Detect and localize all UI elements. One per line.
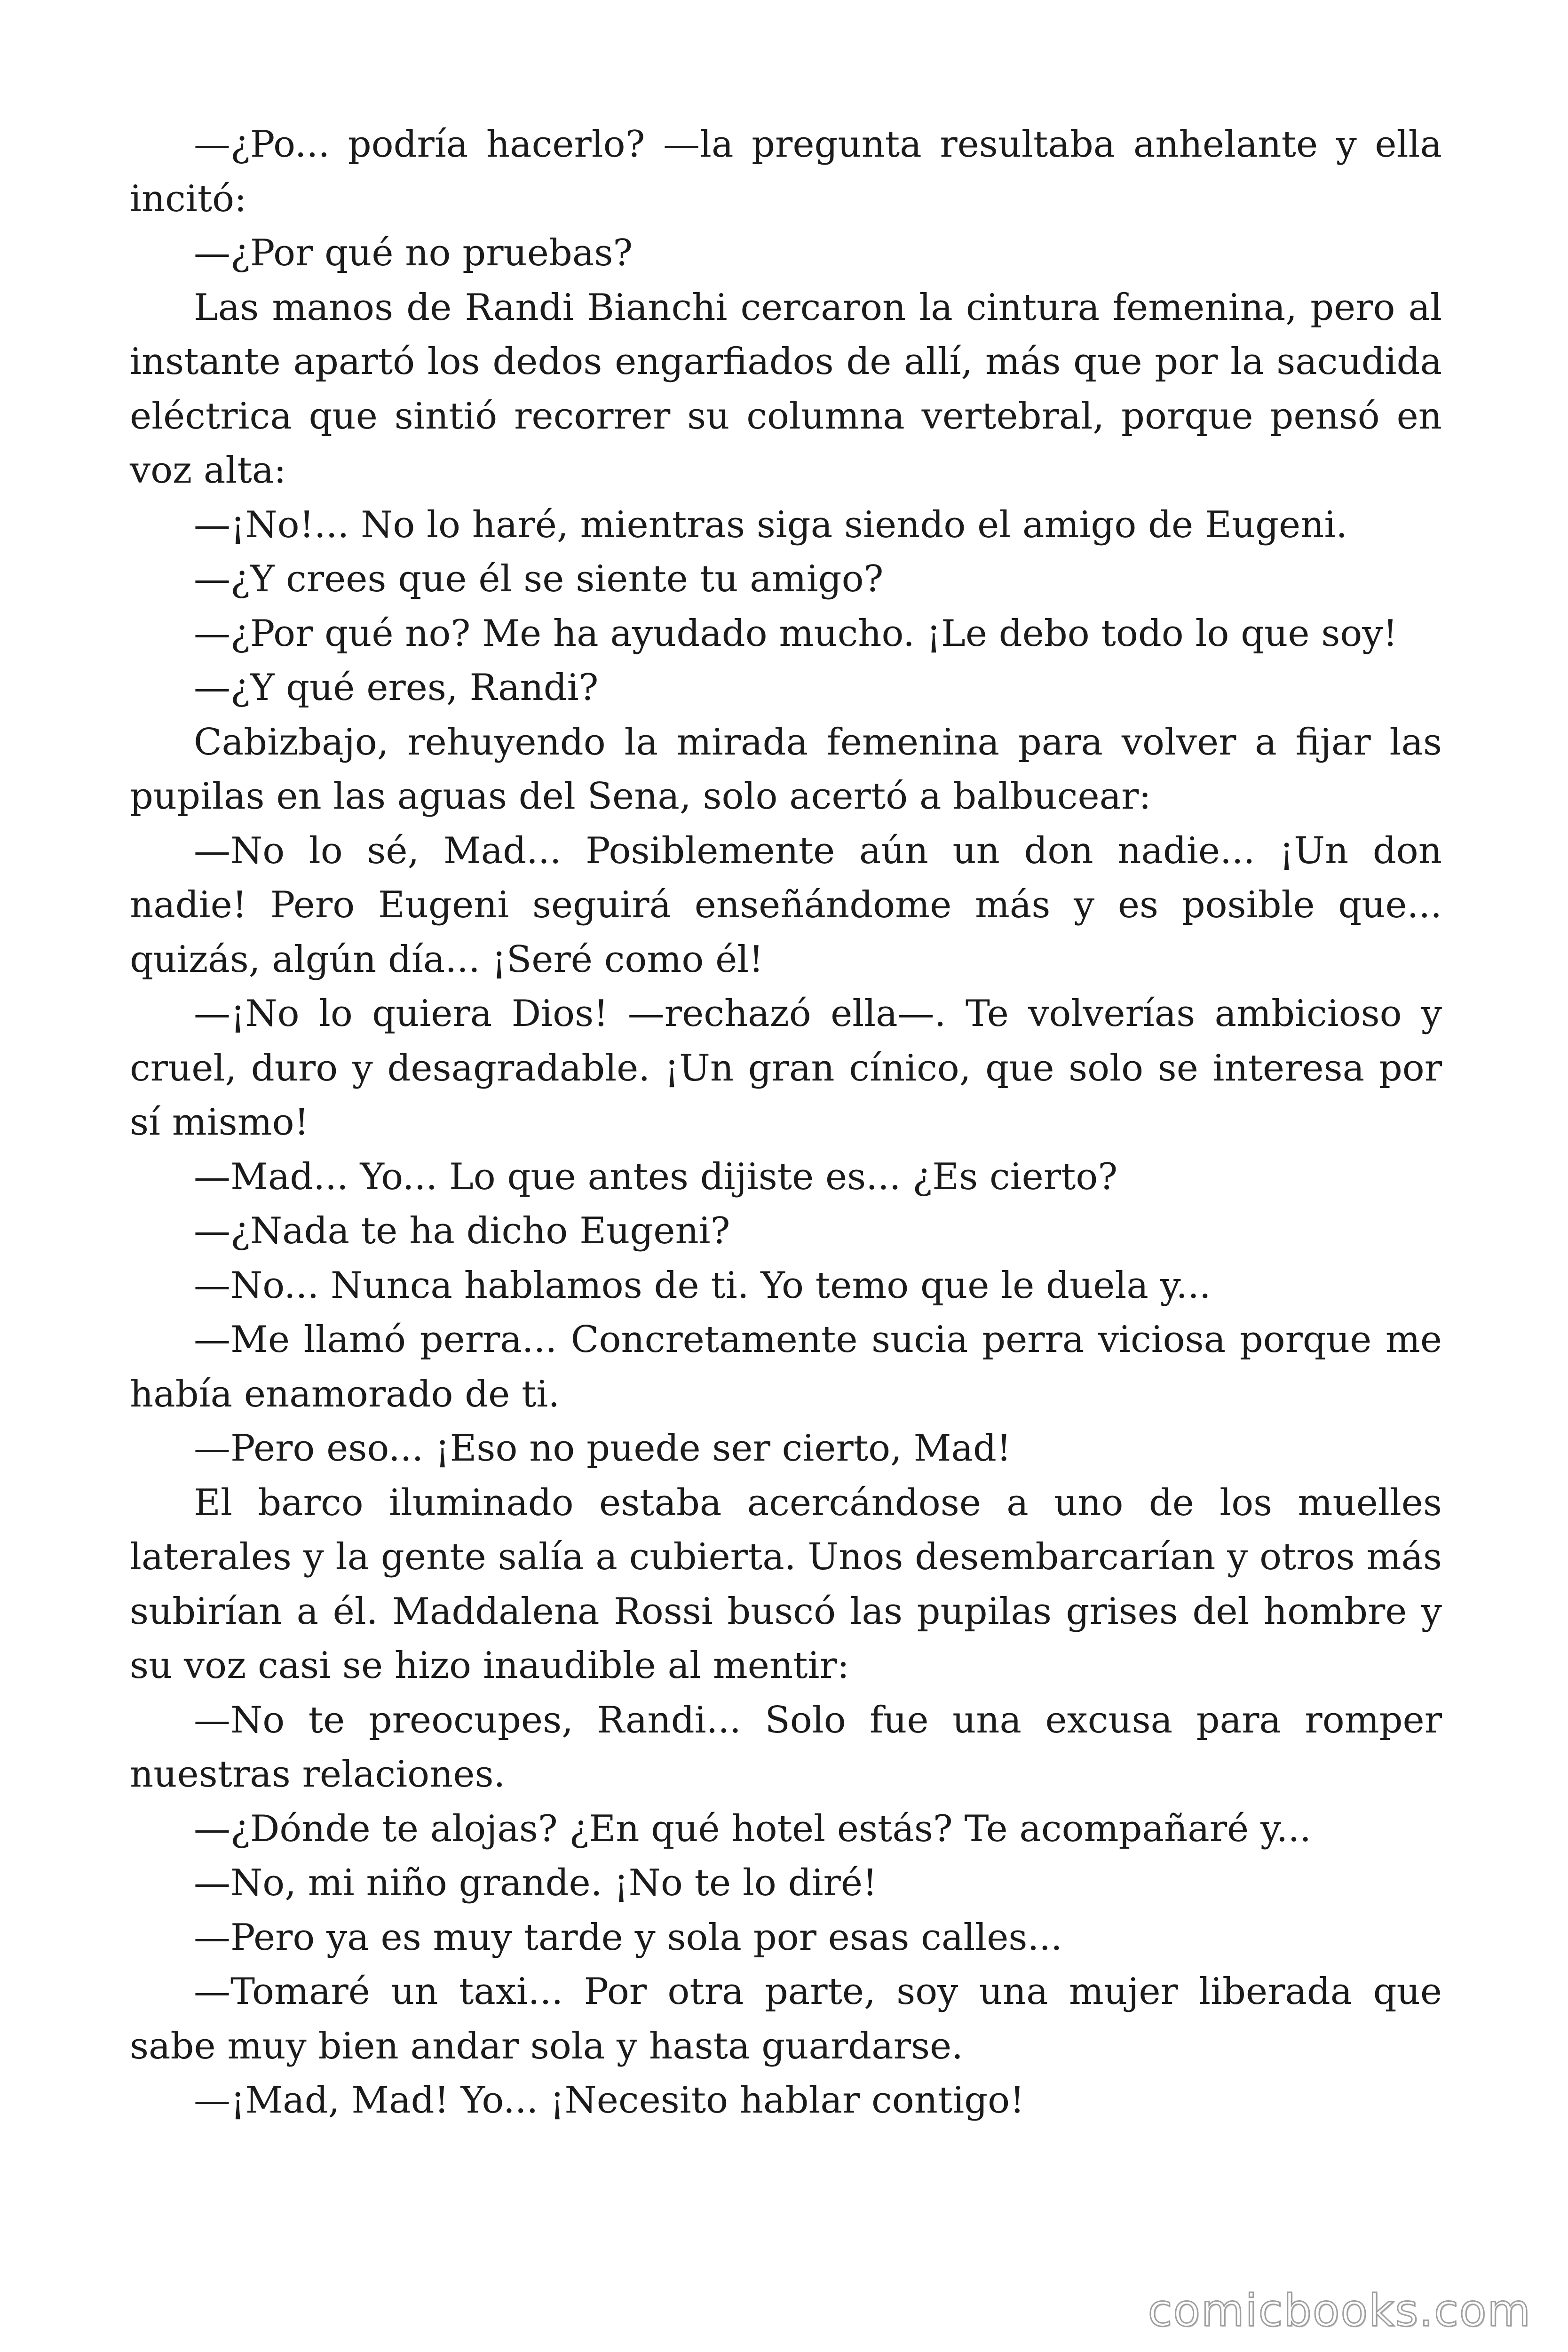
paragraph: —Mad... Yo... Lo que antes dijiste es... ¿Es cierto? xyxy=(194,1155,1118,1198)
paragraph: —Pero eso... ¡Eso no puede ser cierto, Mad! xyxy=(194,1427,1012,1470)
paragraph: —¿Y crees que él se siente tu amigo? xyxy=(194,558,884,600)
paragraph: —¿Dónde te alojas? ¿En qué hotel estás? Te acompañaré y... xyxy=(194,1807,1312,1850)
paragraph: —¡No lo quiera Dios! —rechazó ella—. Te volverías ambicioso y cruel, duro y desagradable. ¡Un gran cínico, que solo se interesa por sí mismo! xyxy=(130,993,1442,1144)
paragraph: —¡Mad, Mad! Yo... ¡Necesito hablar contigo! xyxy=(194,2079,1025,2122)
paragraph: —¡No!... No lo haré, mientras siga siendo el amigo de Eugeni. xyxy=(194,503,1348,546)
paragraph: —Pero ya es muy tarde y sola por esas calles... xyxy=(194,1916,1062,1959)
paragraph: —¿Por qué no pruebas? xyxy=(194,232,633,274)
paragraph: —¿Po... podría hacerlo? —la pregunta resultaba anhelante y ella incitó: xyxy=(130,123,1442,220)
paragraph: —¿Por qué no? Me ha ayudado mucho. ¡Le debo todo lo que soy! xyxy=(194,612,1398,655)
paragraph: —Me llamó perra... Concretamente sucia perra viciosa porque me había enamorado de ti. xyxy=(130,1319,1442,1415)
paragraph: —No lo sé, Mad... Posiblemente aún un don nadie... ¡Un don nadie! Pero Eugeni seguirá enseñándome más y es posible que... quizás, algún día... ¡Seré como él! xyxy=(130,829,1442,981)
body-text xyxy=(130,118,1442,2128)
paragraph: —¿Nada te ha dicho Eugeni? xyxy=(194,1210,730,1252)
paragraph: —No... Nunca hablamos de ti. Yo temo que le duela y... xyxy=(194,1264,1211,1307)
paragraph: Las manos de Randi Bianchi cercaron la cintura femenina, pero al instante apartó los dedos engarfiados de allí, más que por la sacudida eléctrica que sintió recorrer su columna vertebral, porque pensó en voz alta: xyxy=(130,286,1442,492)
watermark-logo: comicbooks.com xyxy=(1148,2285,1531,2336)
paragraph: El barco iluminado estaba acercándose a uno de los muelles laterales y la gente salía a cubierta. Unos desembarcarían y otros más subirían a él. Maddalena Rossi buscó las pupilas grises del hombre y su voz casi se hizo inaudible al mentir: xyxy=(130,1481,1442,1687)
paragraph: —Tomaré un taxi... Por otra parte, soy una mujer liberada que sabe muy bien andar sola y hasta guardarse. xyxy=(130,1971,1442,2067)
paragraph: —No te preocupes, Randi... Solo fue una excusa para romper nuestras relaciones. xyxy=(130,1699,1442,1796)
paragraph: Cabizbajo, rehuyendo la mirada femenina para volver a fijar las pupilas en las aguas del Sena, solo acertó a balbucear: xyxy=(130,721,1442,818)
paragraph: —No, mi niño grande. ¡No te lo diré! xyxy=(194,1862,878,1904)
paragraph: —¿Y qué eres, Randi? xyxy=(194,667,599,709)
